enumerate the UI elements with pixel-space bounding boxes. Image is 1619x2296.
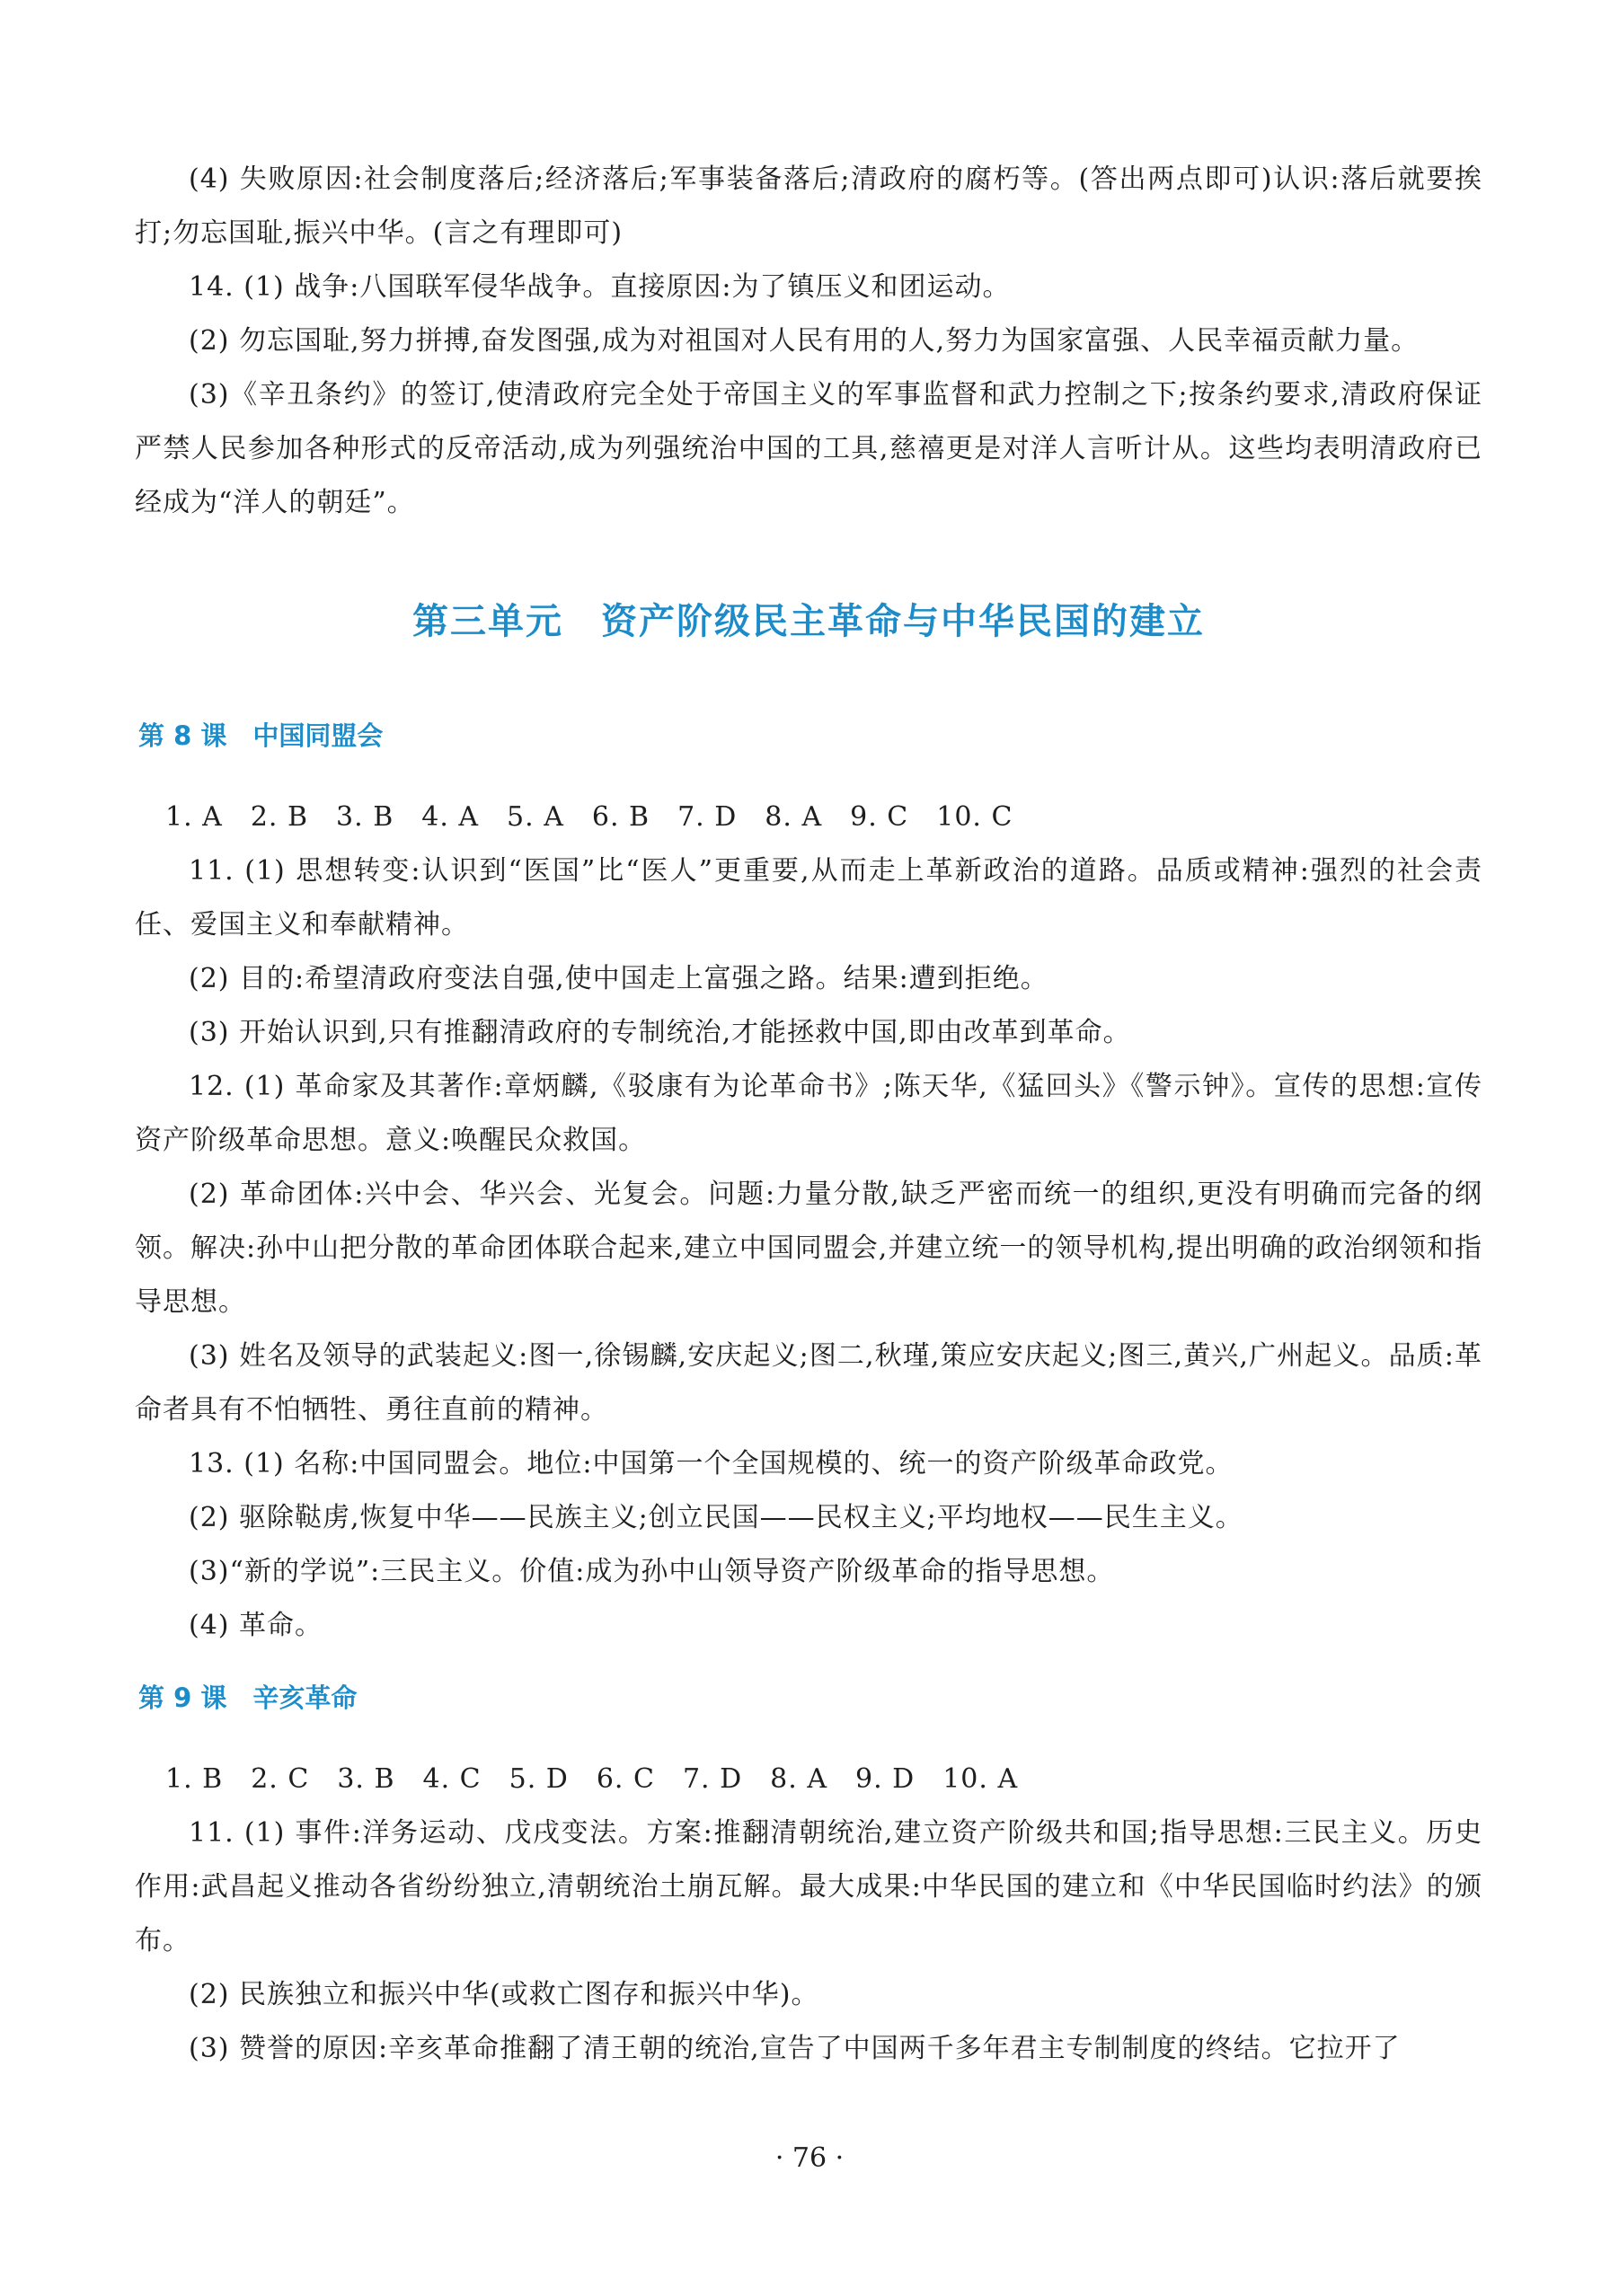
paragraph: 14. (1) 战争:八国联军侵华战争。直接原因:为了镇压义和团运动。 (189, 271, 1011, 303)
paragraph: (4) 失败原因:社会制度落后;经济落后;军事装备落后;清政府的腐朽等。(答出两点即可)认识:落后就要挨打;勿忘国耻,振兴中华。(言之有理即可) (135, 163, 1482, 249)
paragraph: 12. (1) 革命家及其著作:章炳麟,《驳康有为论革命书》;陈天华,《猛回头》《警示钟》。宣传的思想:宣传资产阶级革命思想。意义:唤醒民众救国。 (135, 1071, 1482, 1156)
multiple-choice-answers: 1. A 2. B 3. B 4. A 5. A 6. B 7. D 8. A 9. C 10. C (165, 801, 1013, 833)
paragraph: (2) 驱除鞑虏,恢复中华——民族主义;创立民国——民权主义;平均地权——民生主义。 (189, 1502, 1243, 1533)
paragraph: (4) 革命。 (189, 1610, 323, 1641)
paragraph: (2) 勿忘国耻,努力拼搏,奋发图强,成为对祖国对人民有用的人,努力为国家富强、人民幸福贡献力量。 (189, 325, 1420, 357)
answer-page (135, 153, 1482, 2076)
paragraph: 11. (1) 思想转变:认识到“医国”比“医人”更重要,从而走上革新政治的道路。品质或精神:强烈的社会责任、爱国主义和奉献精神。 (135, 855, 1482, 940)
paragraph: (3) 赞誉的原因:辛亥革命推翻了清王朝的统治,宣告了中国两千多年君主专制制度的终结。它拉开了 (189, 2033, 1401, 2064)
lesson-8-section (135, 716, 1482, 1653)
paragraph: 13. (1) 名称:中国同盟会。地位:中国第一个全国规模的、统一的资产阶级革命政党。 (189, 1448, 1234, 1479)
paragraph: (2) 目的:希望清政府变法自强,使中国走上富强之路。结果:遭到拒绝。 (189, 963, 1048, 994)
lesson-9-section (135, 1678, 1482, 2076)
paragraph: 11. (1) 事件:洋务运动、戊戌变法。方案:推翻清朝统治,建立资产阶级共和国;指导思想:三民主义。历史作用:武昌起义推动各省纷纷独立,清朝统治土崩瓦解。最大成果:中华民国的建立和《中华民国临时约法》的颁布。 (135, 1817, 1482, 1956)
paragraph: (3)《辛丑条约》的签订,使清政府完全处于帝国主义的军事监督和武力控制之下;按条约要求,清政府保证严禁人民参加各种形式的反帝活动,成为列强统治中国的工具,慈禧更是对洋人言听计从。这些均表明清政府已经成为“洋人的朝廷”。 (135, 379, 1482, 518)
paragraph: (3) 开始认识到,只有推翻清政府的专制统治,才能拯救中国,即由改革到革命。 (189, 1017, 1131, 1048)
paragraph: (2) 民族独立和振兴中华(或救亡图存和振兴中华)。 (189, 1979, 819, 2010)
top-section (135, 153, 1482, 530)
page-number: · 76 · (774, 2142, 845, 2174)
lesson-title: 第 8 课 中国同盟会 (138, 720, 384, 751)
lesson-title: 第 9 课 辛亥革命 (138, 1682, 358, 1713)
multiple-choice-answers: 1. B 2. C 3. B 4. C 5. D 6. C 7. D 8. A 9. D 10. A (165, 1763, 1019, 1795)
paragraph: (3)“新的学说”:三民主义。价值:成为孙中山领导资产阶级革命的指导思想。 (189, 1556, 1115, 1587)
unit-title: 第三单元 资产阶级民主革命与中华民国的建立 (412, 601, 1205, 642)
paragraph: (3) 姓名及领导的武装起义:图一,徐锡麟,安庆起义;图二,秋瑾,策应安庆起义;图三,黄兴,广州起义。品质:革命者具有不怕牺牲、勇往直前的精神。 (135, 1340, 1482, 1426)
paragraph: (2) 革命团体:兴中会、华兴会、光复会。问题:力量分散,缺乏严密而统一的组织,更没有明确而完备的纲领。解决:孙中山把分散的革命团体联合起来,建立中国同盟会,并建立统一的领导机构,提出明确的政治纲领和指导思想。 (135, 1179, 1482, 1318)
